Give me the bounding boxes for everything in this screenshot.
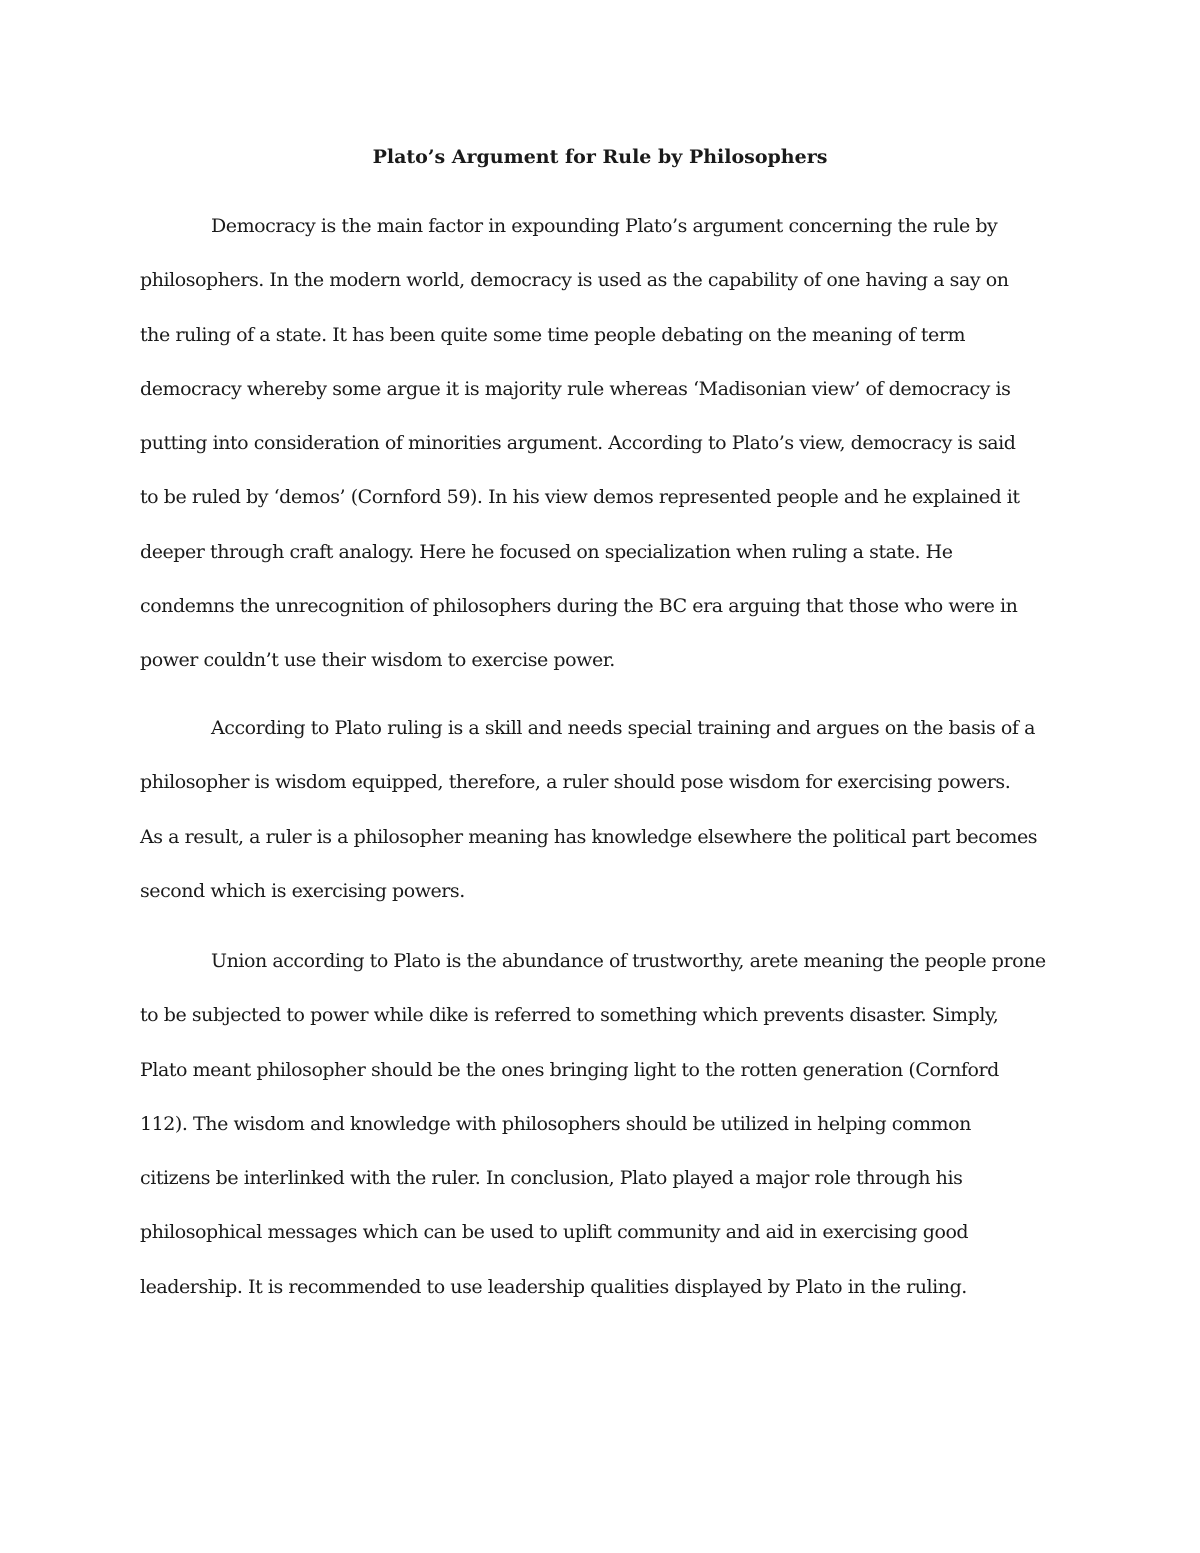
text-line: As a result, a ruler is a philosopher meaning has knowledge elsewhere the political part becomes [140,825,1038,848]
document-title: Plato’s Argument for Rule by Philosophers [372,146,828,168]
text-line: condemns the unrecognition of philosophers during the BC era arguing that those who were in [140,595,1018,618]
text-line: deeper through craft analogy. Here he focused on specialization when ruling a state. He [140,540,953,563]
text-line: putting into consideration of minorities argument. According to Plato’s view, democracy is said [140,432,1016,455]
text-line: According to Plato ruling is a skill and needs special training and argues on the basis of a [211,717,1035,739]
text-line: philosopher is wisdom equipped, therefore, a ruler should pose wisdom for exercising powers. [140,771,1011,794]
text-line: leadership. It is recommended to use leadership qualities displayed by Plato in the ruling. [140,1275,967,1298]
text-line: citizens be interlinked with the ruler. In conclusion, Plato played a major role through his [140,1167,963,1190]
text-line: second which is exercising powers. [140,879,465,902]
text-line: democracy whereby some argue it is majority rule whereas ‘Madisonian view’ of democracy is [140,377,1011,400]
text-line: to be subjected to power while dike is referred to something which prevents disaster. Simply, [140,1004,999,1027]
text-line: the ruling of a state. It has been quite some time people debating on the meaning of term [140,323,966,346]
text-line: philosophers. In the modern world, democracy is used as the capability of one having a say on [140,269,1009,292]
text-line: power couldn’t use their wisdom to exercise power. [140,649,615,672]
text-line: Union according to Plato is the abundance of trustworthy, arete meaning the people prone [211,950,1046,972]
paragraph-2 [140,714,1080,931]
text-line: philosophical messages which can be used to uplift community and aid in exercising good [140,1221,969,1244]
paragraph-1 [140,212,1080,701]
paragraph-3 [140,947,1080,1327]
text-line: Plato meant philosopher should be the ones bringing light to the rotten generation (Cornford [140,1058,999,1081]
text-line: Democracy is the main factor in expounding Plato’s argument concerning the rule by [211,215,998,237]
text-line: to be ruled by ‘demos’ (Cornford 59). In his view demos represented people and he explained it [140,486,1020,509]
text-line: 112). The wisdom and knowledge with philosophers should be utilized in helping common [140,1112,971,1135]
